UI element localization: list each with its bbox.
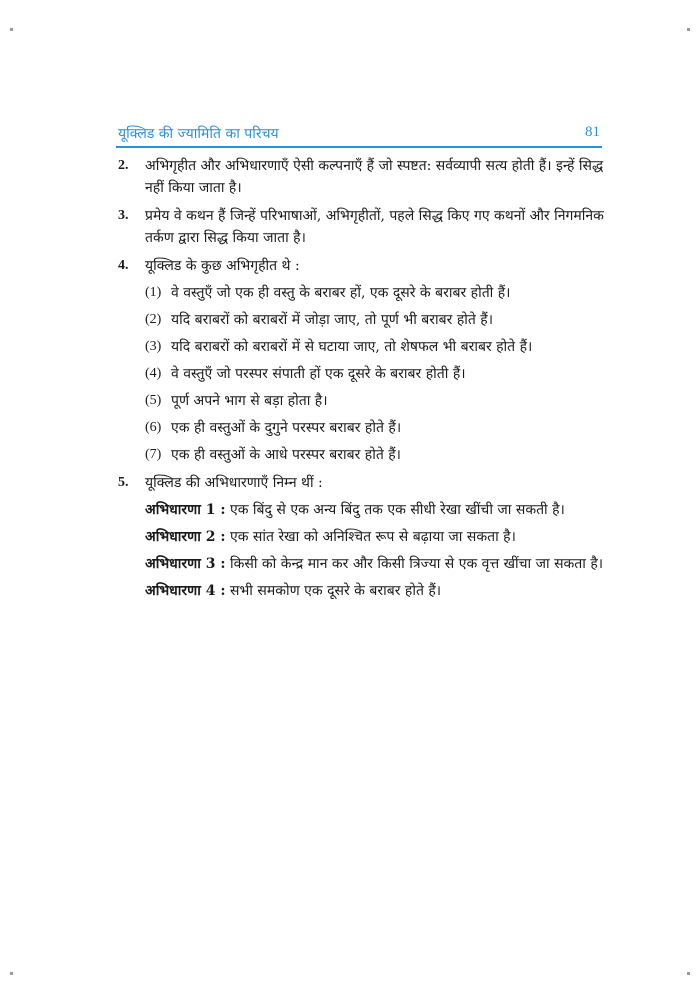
crop-mark [10,28,13,31]
axiom-number: (2) [145,312,162,327]
crop-mark [687,972,690,975]
axiom-item [145,444,608,466]
list-item [118,205,608,249]
axiom-number: (3) [145,339,162,354]
axiom-text: वे वस्तुएँ जो परस्पर संपाती हों एक दूसरे के बराबर होती हैं। [171,366,466,382]
axiom-list [145,282,608,466]
item-text: यूक्लिड की अभिधारणाएँ निम्न थीं : [145,475,323,491]
postulate-label: अभिधारणा 1 : [145,502,226,518]
postulate-text: किसी को केन्द्र मान कर और किसी त्रिज्या से एक वृत्त खींचा जा सकता है। [225,556,604,572]
list-item [118,255,608,466]
axiom-number: (4) [145,366,162,381]
item-number: 3. [118,208,129,223]
summary-list [118,155,608,608]
postulate-text: सभी समकोण एक दूसरे के बराबर होते हैं। [225,583,442,599]
axiom-number: (7) [145,447,162,462]
postulate-item [145,526,608,548]
postulate-text: एक बिंदु से एक अन्य बिंदु तक एक सीधी रेखा खींची जा सकती है। [225,502,565,518]
axiom-item [145,309,608,331]
crop-mark [687,28,690,31]
postulate-label: अभिधारणा 3 : [145,556,226,572]
crop-mark [10,972,13,975]
running-header [118,124,600,144]
item-number: 5. [118,475,129,490]
item-number: 4. [118,258,129,273]
axiom-text: यदि बराबरों को बराबरों में जोड़ा जाए, तो पूर्ण भी बराबर होते हैं। [171,312,494,328]
axiom-item [145,417,608,439]
list-item [118,472,608,602]
axiom-text: वे वस्तुएँ जो एक ही वस्तु के बराबर हों, एक दूसरे के बराबर होती हैं। [171,285,511,301]
item-number: 2. [118,158,129,173]
postulate-item [145,580,608,602]
axiom-text: एक ही वस्तुओं के आधे परस्पर बराबर होते हैं। [171,447,401,463]
axiom-number: (1) [145,285,162,300]
postulate-label: अभिधारणा 2 : [145,529,226,545]
page-number: 81 [585,124,600,140]
axiom-number: (5) [145,393,162,408]
postulate-label: अभिधारणा 4 : [145,583,226,599]
axiom-text: पूर्ण अपने भाग से बड़ा होता है। [171,393,328,409]
axiom-item [145,363,608,385]
item-text: यूक्लिड के कुछ अभिगृहीत थे : [145,258,300,274]
axiom-item [145,336,608,358]
postulate-item [145,499,608,521]
axiom-item [145,282,608,304]
axiom-number: (6) [145,420,162,435]
list-item [118,155,608,199]
axiom-item [145,390,608,412]
postulate-item [145,553,608,575]
chapter-title: यूक्लिड की ज्यामिति का परिचय [118,126,279,142]
header-rule [116,146,602,148]
axiom-text: एक ही वस्तुओं के दुगुने परस्पर बराबर होते हैं। [171,420,402,436]
item-text: प्रमेय वे कथन हैं जिन्हें परिभाषाओं, अभिगृहीतों, पहले सिद्ध किए गए कथनों और निगमनिक तर्कण द्वारा सिद्ध किया जाता है। [145,208,604,246]
axiom-text: यदि बराबरों को बराबरों में से घटाया जाए, तो शेषफल भी बराबर होते हैं। [171,339,533,355]
item-text: अभिगृहीत और अभिधारणाएँ ऐसी कल्पनाएँ हैं जो स्पष्टत: सर्वव्यापी सत्य होती हैं। इन्हें सिद्ध नहीं किया जाता है। [145,158,604,196]
postulate-text: एक सांत रेखा को अनिश्चित रूप से बढ़ाया जा सकता है। [225,529,516,545]
